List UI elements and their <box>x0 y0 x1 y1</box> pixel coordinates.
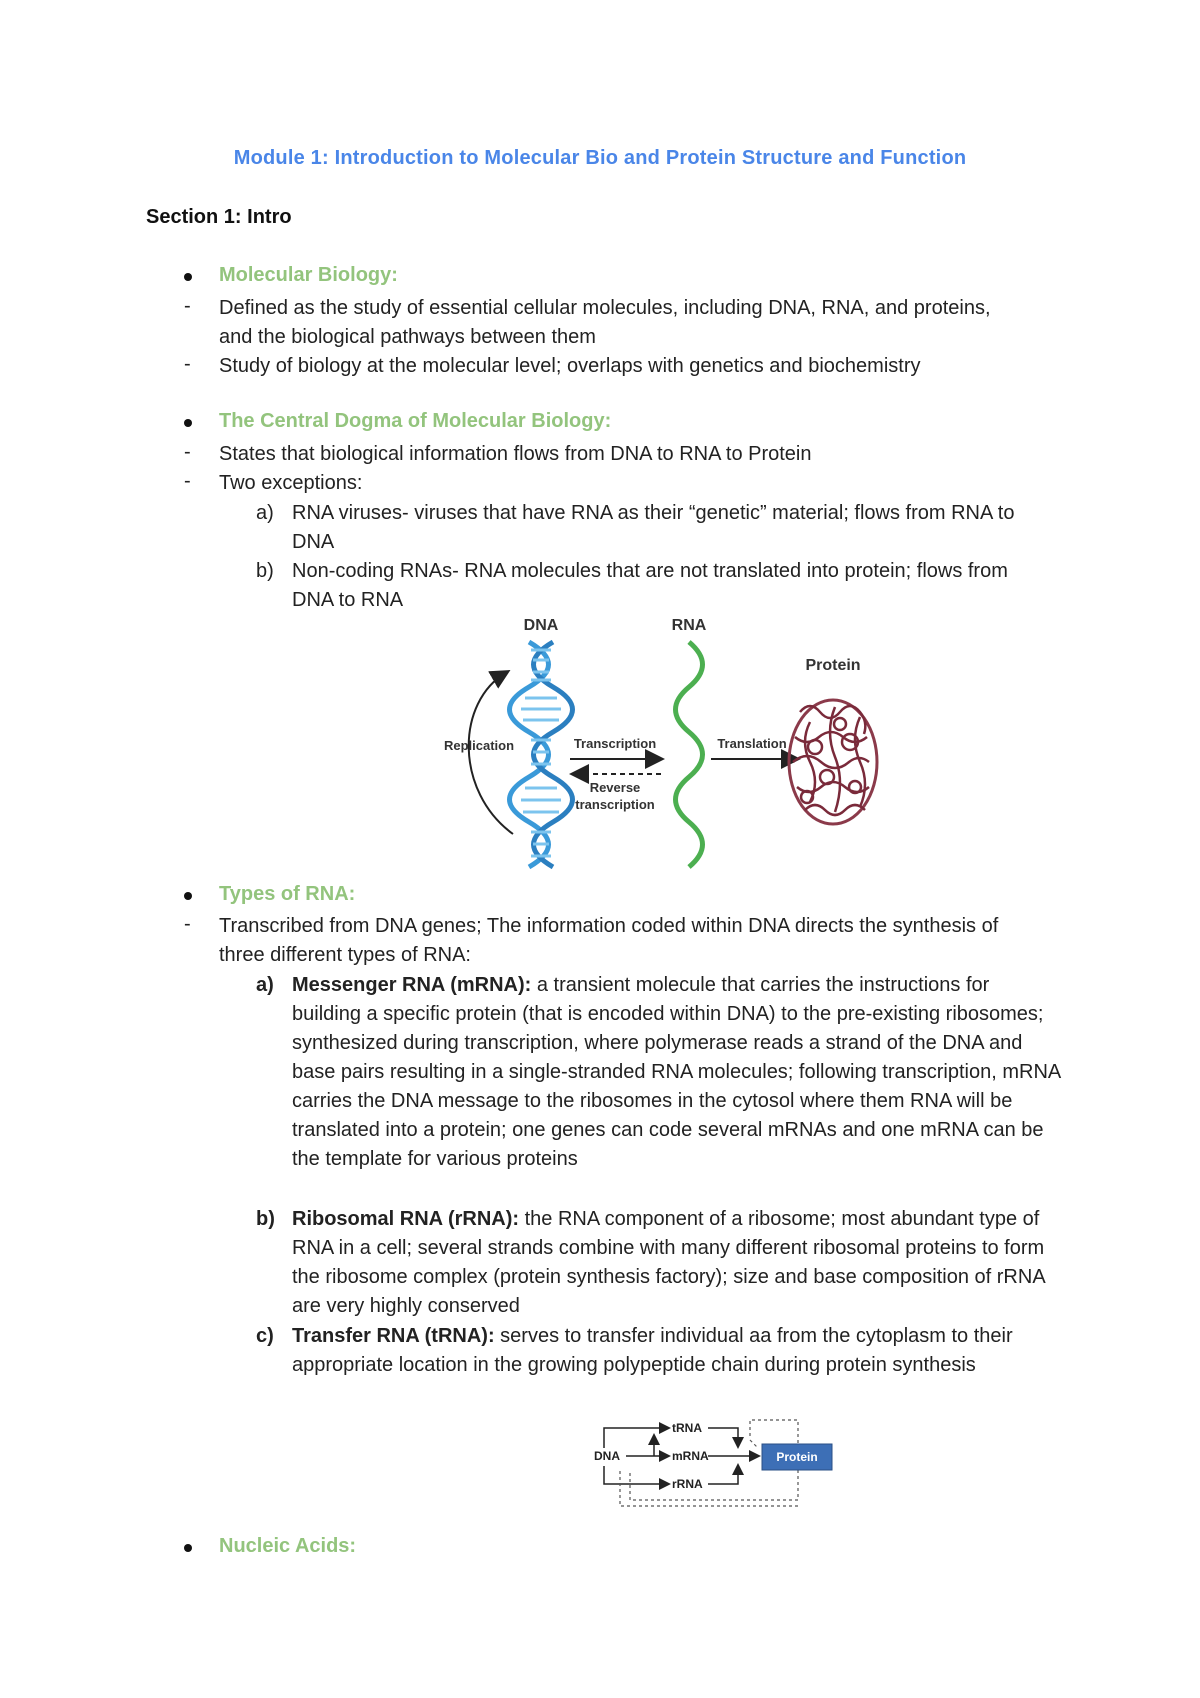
label-reverse-transcription: transcription <box>575 797 655 812</box>
flow-label-protein: Protein <box>776 1450 818 1464</box>
bullet-dot <box>184 892 192 900</box>
bullet-text: Transcribed from DNA genes; The information coded within DNA directs the synthesis of three different types of RNA: <box>219 915 999 966</box>
list-marker: c) <box>256 1325 274 1347</box>
label-replication: Replication <box>443 738 515 753</box>
dash-marker: - <box>184 353 191 375</box>
rna-type-trna <box>292 1322 1062 1380</box>
term-mrna: Messenger RNA (mRNA): <box>292 974 532 996</box>
flow-label-trna: tRNA <box>672 1421 702 1435</box>
flow-label-mrna: mRNA <box>672 1449 709 1463</box>
rna-type-mrna <box>292 971 1062 1174</box>
definition-trna: serves to transfer individual aa from the cytoplasm to their appropriate location in the growing polypeptide chain during protein synthesis <box>292 1325 1013 1376</box>
definition-mrna: a transient molecule that carries the instructions for building a specific protein (that is encoded within DNA) to the pre-existing ribosomes; synthesized during transcription, where polymerase reads a strand of the DNA and base pairs resulting in a single-stranded RNA molecules; following transcription, mRNA carries the DNA message to the ribosomes in the cytosol where them RNA will be translated into a protein; one genes can code several mRNAs and one mRNA can be the template for various proteins <box>292 974 1061 1170</box>
heading-central-dogma: The Central Dogma of Molecular Biology: <box>219 410 612 432</box>
dash-marker: - <box>184 470 191 492</box>
term-trna: Transfer RNA (tRNA): <box>292 1325 495 1347</box>
heading-molecular-biology: Molecular Biology: <box>219 264 398 286</box>
dash-marker: - <box>184 441 191 463</box>
rna-flow-figure <box>590 1410 840 1520</box>
exception-text: Non-coding RNAs- RNA molecules that are not translated into protein; flows from DNA to RNA <box>292 560 1008 611</box>
heading-nucleic-acids: Nucleic Acids: <box>219 1535 357 1557</box>
list-marker: a) <box>256 502 274 524</box>
label-reverse: Reverse <box>589 780 641 795</box>
dash-marker: - <box>184 913 191 935</box>
list-marker: a) <box>256 974 274 996</box>
flow-label-rrna: rRNA <box>672 1477 703 1491</box>
label-transcription: Transcription <box>573 736 657 751</box>
bullet-text: Study of biology at the molecular level; overlaps with genetics and biochemistry <box>219 355 921 377</box>
rna-type-rrna <box>292 1205 1062 1321</box>
rna-strand-icon <box>676 642 703 867</box>
bullet-dot <box>184 1544 192 1552</box>
term-rrna: Ribosomal RNA (rRNA): <box>292 1208 520 1230</box>
list-marker: b) <box>256 560 274 582</box>
exception-text: RNA viruses- viruses that have RNA as their “genetic” material; flows from RNA to DNA <box>292 502 1015 553</box>
dash-marker: - <box>184 295 191 317</box>
replication-arrow <box>469 672 513 834</box>
label-protein: Protein <box>805 657 861 674</box>
definition-rrna: the RNA component of a ribosome; most abundant type of RNA in a cell; several strands combine with many different ribosomal proteins to form the ribosome complex (protein synthesis factory); size and base composition of rRNA are very highly conserved <box>292 1208 1045 1317</box>
page-title: Module 1: Introduction to Molecular Bio and Protein Structure and Function <box>233 147 967 169</box>
label-translation: Translation <box>717 736 787 751</box>
bullet-text: States that biological information flows from DNA to RNA to Protein <box>219 443 812 465</box>
section-heading: Section 1: Intro <box>146 206 292 228</box>
heading-types-of-rna: Types of RNA: <box>219 883 356 905</box>
bullet-text: Defined as the study of essential cellular molecules, including DNA, RNA, and proteins, and the biological pathways between them <box>219 297 991 348</box>
label-dna: DNA <box>523 617 559 634</box>
protein-structure-icon <box>789 700 877 824</box>
label-rna: RNA <box>671 617 707 634</box>
dna-helix-icon <box>510 642 573 867</box>
flow-label-dna: DNA <box>594 1449 620 1463</box>
bullet-text: Two exceptions: <box>219 472 363 494</box>
central-dogma-figure <box>435 612 895 877</box>
bullet-dot <box>184 419 192 427</box>
list-marker: b) <box>256 1208 275 1230</box>
bullet-dot <box>184 273 192 281</box>
